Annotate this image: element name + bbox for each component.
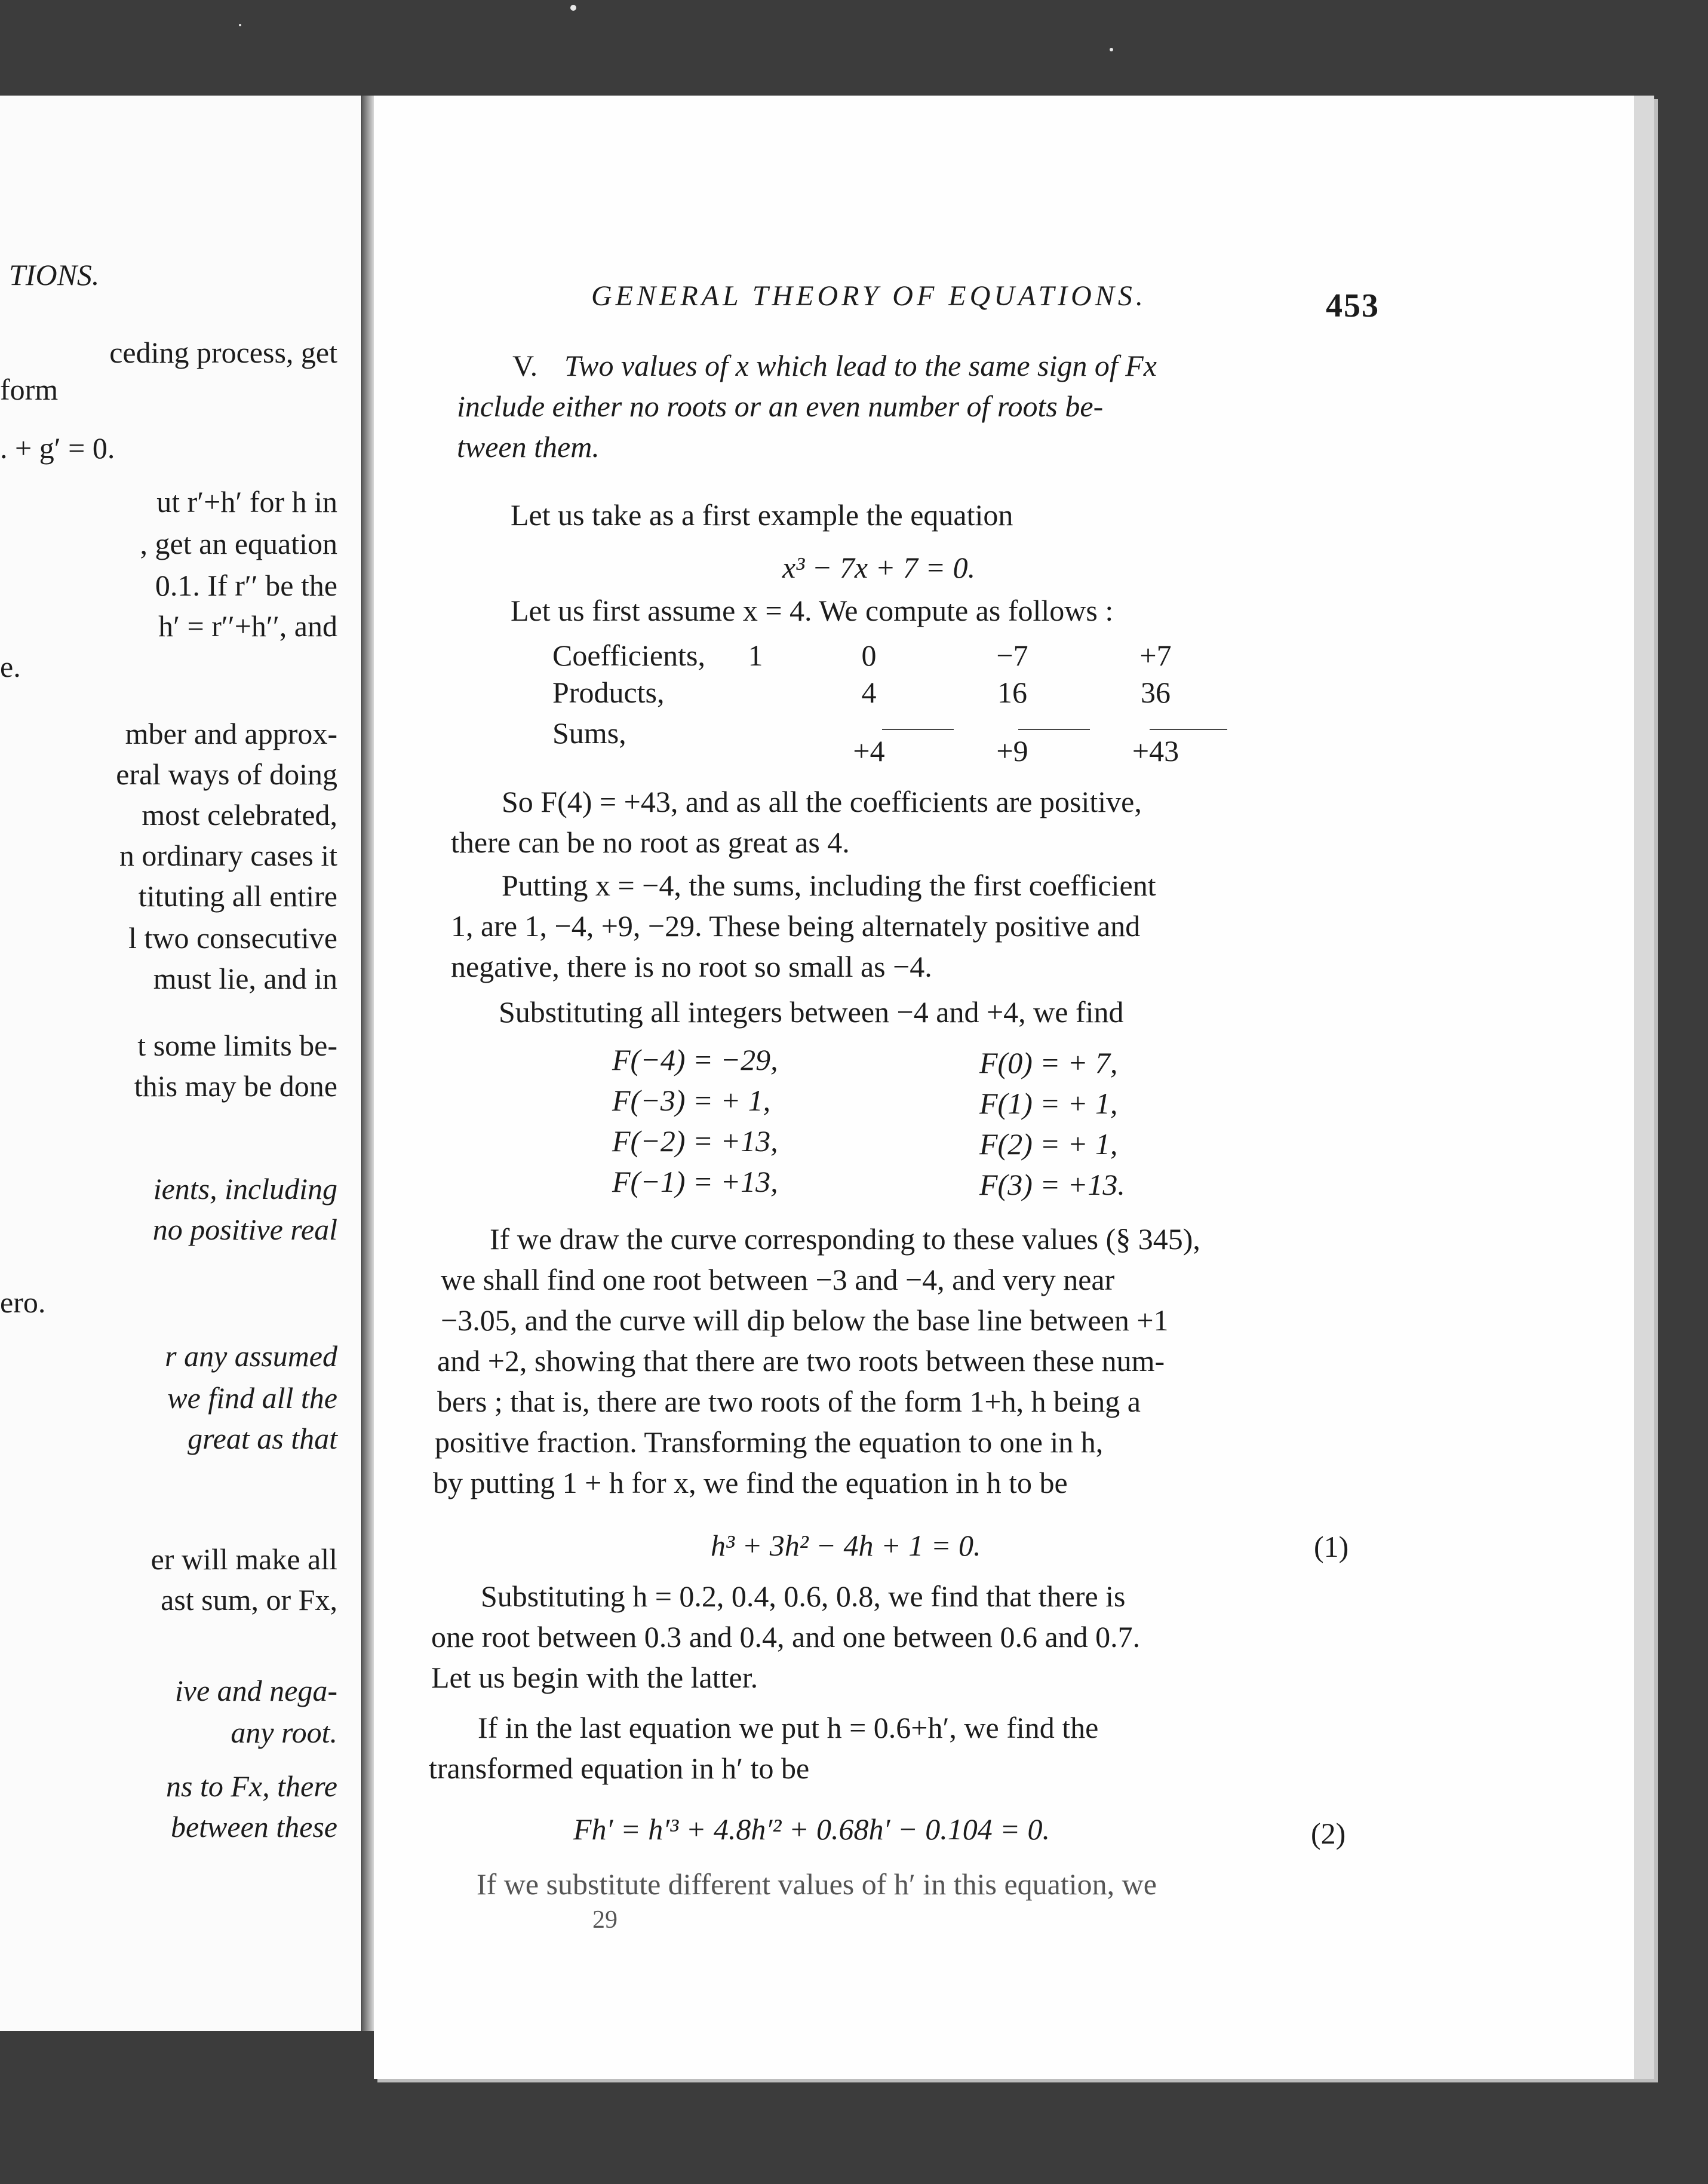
- theorem-line: Two values of x which lead to the same sign of Fx: [564, 349, 1157, 382]
- paragraph-line: Substituting h = 0.2, 0.4, 0.6, 0.8, we find that there is: [481, 1579, 1126, 1613]
- paragraph-line: bers ; that is, there are two roots of the form 1+h, h being a: [437, 1385, 1141, 1418]
- paragraph-line: Putting x = −4, the sums, including the first coefficient: [502, 869, 1156, 902]
- table-cell: +7: [1139, 639, 1172, 672]
- table-cell: +9: [996, 734, 1028, 768]
- theorem-line: tween them.: [457, 430, 600, 464]
- paragraph-line: one root between 0.3 and 0.4, and one between 0.6 and 0.7.: [431, 1620, 1141, 1654]
- left-line: ceding process, get: [109, 336, 337, 369]
- signature-mark: 29: [592, 1906, 618, 1934]
- equation-1: h³ + 3h² − 4h + 1 = 0.: [711, 1529, 981, 1562]
- left-line: . + g′ = 0.: [0, 431, 115, 465]
- left-line: l two consecutive: [128, 921, 337, 955]
- f-value: F(0) = + 7,: [979, 1046, 1118, 1079]
- equation-1-number: (1): [1314, 1530, 1349, 1563]
- synthetic-division-table: [552, 638, 1239, 769]
- paragraph-line: If we draw the curve corresponding to these values (§ 345),: [490, 1222, 1200, 1256]
- paragraph-line: and +2, showing that there are two roots between these num-: [437, 1344, 1165, 1378]
- left-line: t some limits be-: [137, 1029, 337, 1062]
- table-cell: 1: [748, 639, 763, 672]
- left-line: ero.: [0, 1286, 46, 1319]
- equation-2: Fh′ = h′³ + 4.8h′² + 0.68h′ − 0.104 = 0.: [573, 1812, 1050, 1846]
- sum-underline: [882, 729, 954, 730]
- paragraph-line: transformed equation in h′ to be: [429, 1752, 810, 1785]
- row-label: Coefficients,: [552, 639, 705, 672]
- left-line: h′ = r′′+h′′, and: [158, 609, 337, 643]
- f-value: F(2) = + 1,: [979, 1127, 1118, 1161]
- f-value: F(−4) = −29,: [612, 1043, 778, 1076]
- left-line: ut r′+h′ for h in: [156, 485, 337, 519]
- left-line: e.: [0, 650, 21, 683]
- f-value: F(−2) = +13,: [612, 1124, 778, 1158]
- left-page: [0, 96, 366, 2031]
- f-values-left: [612, 1039, 778, 1202]
- table-cell: 16: [997, 676, 1027, 709]
- paragraph-line: negative, there is no root so small as −4.: [451, 950, 932, 983]
- table-cell: −7: [996, 639, 1028, 672]
- paragraph-line: If in the last equation we put h = 0.6+h′, we find the: [478, 1711, 1099, 1744]
- left-line: r any assumed: [165, 1339, 337, 1373]
- table-cell: +4: [853, 734, 885, 768]
- table-cell: 36: [1141, 676, 1171, 709]
- f-values-right: [979, 1042, 1125, 1205]
- left-line: any root.: [231, 1716, 337, 1749]
- left-line: ients, including: [153, 1172, 337, 1206]
- paragraph-line: positive fraction. Transforming the equation to one in h,: [435, 1425, 1104, 1459]
- sum-underline: [1018, 729, 1090, 730]
- paragraph-line: Let us take as a first example the equation: [511, 498, 1013, 532]
- book-gutter: [362, 96, 374, 2031]
- paragraph-line: −3.05, and the curve will dip below the base line between +1: [441, 1303, 1169, 1337]
- left-line: no positive real: [152, 1213, 337, 1246]
- sum-underline: [1150, 729, 1227, 730]
- paragraph-line: Let us first assume x = 4. We compute as follows :: [511, 594, 1114, 627]
- paragraph-line: Substituting all integers between −4 and +4, we find: [499, 995, 1124, 1029]
- paragraph-line: we shall find one root between −3 and −4, and very near: [441, 1263, 1115, 1296]
- page-number: 453: [1326, 287, 1380, 324]
- left-line: er will make all: [150, 1542, 337, 1576]
- table-cell: 0: [861, 639, 877, 672]
- left-line: mber and approx-: [125, 717, 337, 750]
- theorem-line: include either no roots or an even number of roots be-: [457, 389, 1104, 423]
- f-value: F(−1) = +13,: [612, 1165, 778, 1198]
- table-cell: 4: [861, 676, 877, 709]
- left-page-header: TIONS.: [9, 258, 100, 292]
- f-value: F(−3) = + 1,: [612, 1084, 771, 1117]
- paragraph-line: by putting 1 + h for x, we find the equation in h to be: [433, 1466, 1068, 1499]
- f-value: F(1) = + 1,: [979, 1087, 1118, 1120]
- theorem-label: V.: [512, 349, 538, 382]
- f-value: F(3) = +13.: [979, 1168, 1125, 1201]
- left-line: between these: [170, 1810, 337, 1843]
- row-label: Products,: [552, 676, 665, 709]
- left-line: tituting all entire: [138, 879, 337, 913]
- left-line: eral ways of doing: [116, 757, 337, 791]
- paragraph-line: there can be no root as great as 4.: [451, 826, 850, 859]
- left-line: most celebrated,: [142, 798, 337, 832]
- left-line: 0.1. If r′′ be the: [155, 569, 337, 602]
- left-line: this may be done: [134, 1069, 337, 1103]
- running-head: GENERAL THEORY OF EQUATIONS.: [591, 280, 1147, 312]
- left-line: ns to Fx, there: [166, 1769, 337, 1803]
- left-line: great as that: [188, 1422, 337, 1455]
- paragraph-line: Let us begin with the latter.: [431, 1661, 758, 1694]
- equation-2-number: (2): [1311, 1817, 1346, 1850]
- paragraph-line: So F(4) = +43, and as all the coefficients are positive,: [502, 785, 1142, 818]
- left-line: must lie, and in: [153, 962, 337, 995]
- paragraph-line: If we substitute different values of h′ in this equation, we: [477, 1867, 1157, 1901]
- main-equation: x³ − 7x + 7 = 0.: [782, 551, 976, 584]
- left-line: we find all the: [167, 1381, 337, 1415]
- table-cell: +43: [1132, 734, 1179, 768]
- paragraph-line: 1, are 1, −4, +9, −29. These being alternately positive and: [451, 909, 1141, 943]
- left-line: n ordinary cases it: [119, 839, 337, 872]
- left-line: ive and nega-: [174, 1674, 337, 1707]
- left-line: , get an equation: [140, 527, 337, 560]
- left-line: ast sum, or Fx,: [161, 1583, 337, 1616]
- left-line: form: [0, 373, 59, 406]
- row-label: Sums,: [552, 716, 626, 750]
